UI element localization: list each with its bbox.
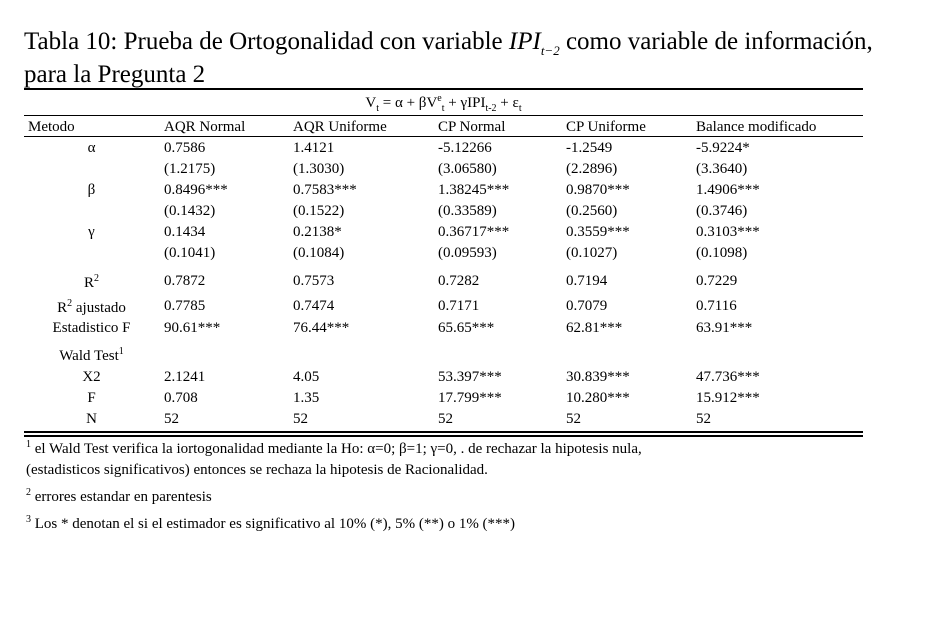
row-label: F	[87, 390, 96, 406]
row-label: X2	[82, 369, 101, 385]
table-row: X2 2.1241 4.05 53.397*** 30.839*** 47.736***	[24, 369, 863, 389]
row-label: α	[87, 140, 96, 156]
row-label: $R^2$ ajustado	[57, 298, 126, 316]
table-row: Estadistico F 90.61*** 76.44*** 65.65*** 62.81*** 63.91***	[24, 320, 863, 340]
title-variable: IPI	[508, 28, 541, 55]
table-row	[24, 346, 863, 366]
table-title-line2: para la Pregunta 2	[24, 61, 206, 88]
table-row: (0.1432) (0.1522) (0.33589) (0.2560) (0.3746)	[164, 203, 748, 219]
equation-rule	[24, 115, 863, 116]
header-rule	[24, 136, 863, 137]
model-equation: $V_t = \alpha + \beta V^e_t + \gamma IPI_{t-2} + \varepsilon_t$	[365, 93, 522, 114]
bottom-rule-2	[24, 435, 863, 437]
title-variable-subscript: t−2	[540, 43, 560, 58]
top-rule	[24, 88, 863, 90]
header-aqr-normal: AQR Normal	[164, 119, 246, 135]
header-metodo: Metodo	[28, 119, 75, 135]
footnote-1-continued: (estadisticos significativos) entonces se rechaza la hipotesis de Racionalidad.	[26, 462, 488, 478]
table-row: α 0.7586 1.4121 -5.12266 -1.2549 -5.9224*	[24, 140, 863, 160]
row-label: $R^2$	[83, 273, 99, 291]
table-row: $R^2$ 0.7872 0.7573 0.7282 0.7194 0.7229	[24, 273, 863, 293]
header-aqr-uniforme: AQR Uniforme	[293, 119, 387, 135]
row-label: Estadistico F	[52, 320, 131, 336]
table-row: (1.2175) (1.3030) (3.06580) (2.2896) (3.3640)	[164, 161, 748, 177]
footnote-1: $^1$ el Wald Test verifica la iortogonalidad mediante la Ho: α=0; β=1; γ=0, . de rechazar la hipotesis nula,	[26, 439, 642, 457]
title-prefix: Tabla 10: Prueba de Ortogonalidad con variable	[24, 28, 503, 55]
header-cp-uniforme: CP Uniforme	[566, 119, 646, 135]
header-balance-modificado: Balance modificado	[696, 119, 817, 135]
title-suffix: como variable de información,	[565, 28, 873, 55]
footnote-3: $^3$ Los * denotan el si el estimador es significativo al 10% (*), 5% (**) o 1% (***)	[26, 514, 516, 532]
footnote-2: $^2$ errores estandar en parentesis	[26, 487, 212, 505]
header-cp-normal: CP Normal	[438, 119, 506, 135]
table-row: N 52 52 52 52 52	[24, 411, 863, 431]
table-row: (0.1041) (0.1084) (0.09593) (0.1027) (0.1098)	[164, 245, 748, 261]
row-label: Wald Test$^1$	[59, 346, 124, 364]
row-label: β	[87, 182, 96, 198]
bottom-rule	[24, 431, 863, 433]
table-row: $R^2$ ajustado 0.7785 0.7474 0.7171 0.7079 0.7116	[24, 298, 863, 318]
row-label: N	[86, 411, 97, 427]
table-row: γ 0.1434 0.2138* 0.36717*** 0.3559*** 0.3103***	[24, 224, 863, 244]
table-row: β 0.8496*** 0.7583*** 1.38245*** 0.9870*** 1.4906***	[24, 182, 863, 202]
table-row: F 0.708 1.35 17.799*** 10.280*** 15.912***	[24, 390, 863, 410]
row-label: γ	[88, 224, 95, 240]
